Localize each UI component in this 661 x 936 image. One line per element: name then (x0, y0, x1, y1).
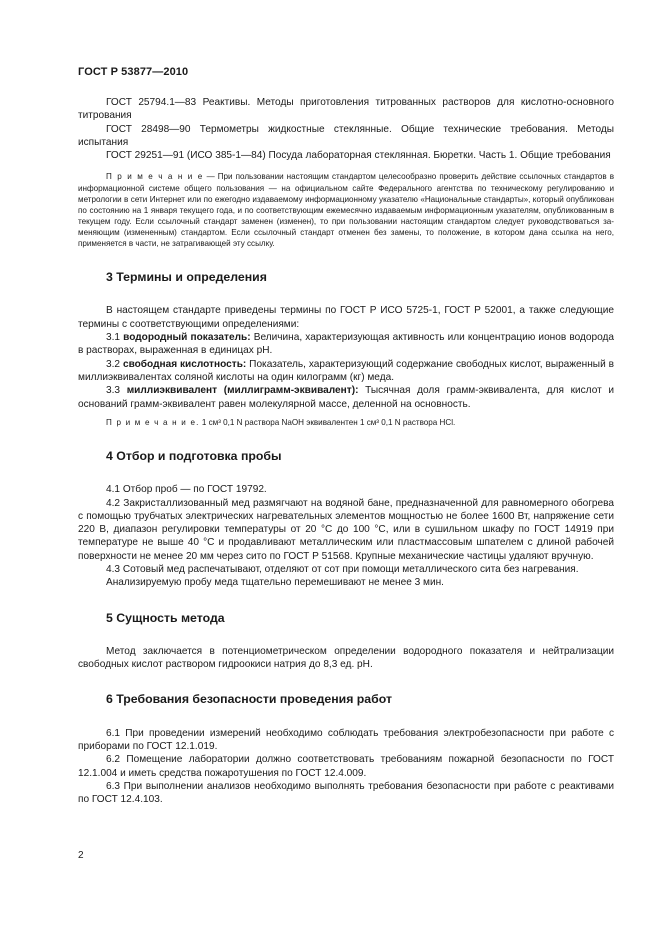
note-text: 1 см³ 0,1 N раствора NaOH эквивалентен 1 см³ 0,1 N раствора HCl. (199, 417, 456, 427)
section-3-heading: 3 Термины и определения (106, 270, 267, 285)
document-header: ГОСТ Р 53877—2010 (78, 66, 189, 78)
section-6-heading: 6 Требования безопасности проведения работ (106, 692, 392, 707)
section-4-paragraph: 4.2 Закристаллизованный мед размягчают на водяной бане, предназначенной для равномерного обогрева с помощью трубчатых электрических нагревательных элементов мощностью не более 1600 Вт, напряжение сети 220 В, диапазон регулировки температуры от 20 °С до 100 °С, или в сушильном шкафу по ГОСТ 14919 при температуре не выше 40 °С и продавливают металлическим или пластмассовым шпателем с длиной рабочей поверхности не менее 20 мм через сито по ГОСТ Р 51568. Крупные механические частицы удаляют вручную. (78, 497, 614, 562)
reference-item: ГОСТ 28498—90 Термометры жидкостные стеклянные. Общие технические требования. Методы испытания (78, 123, 614, 148)
term-definition (78, 358, 614, 385)
term-text: Тысячная доля грамм-эквивалента, для кислот и оснований грамм-эквивалент равен молекулярной массе, деленной на основность. (78, 385, 614, 410)
section-4-paragraph: 4.1 Отбор проб — по ГОСТ 19792. (106, 484, 267, 496)
section-5-heading: 5 Сущность метода (106, 610, 225, 625)
term-number: 3.1 (106, 332, 124, 344)
section-4-paragraph: 4.3 Сотовый мед распечатывают, отделяют от сот при помощи металлического сита без нагревания. (106, 563, 579, 575)
references-note (78, 171, 614, 249)
term-name: миллиэквивалент (миллиграмм-эквивалент): (126, 385, 359, 397)
note-label: П р и м е ч а н и е (106, 172, 204, 182)
term-text: Показатель, характеризующий содержание свободных кислот, выраженный в миллиэквивалентах соляной кислоты на один килограмм (кг) меда. (78, 358, 614, 383)
reference-item: ГОСТ 25794.1—83 Реактивы. Методы приготовления титрованных растворов для кислотно-основного титрования (78, 97, 614, 122)
section-5-paragraph: Метод заключается в потенциометрическом определении водородного показателя и нейтрализации свободных кислот раствором гидроокиси натрия до 8,3 ед. pH. (78, 645, 614, 671)
term-definition (78, 331, 614, 358)
section-6-paragraph: 6.2 Помещение лаборатории должно соответствовать требованиям пожарной безопасности по ГОСТ 12.1.004 и иметь средства пожаротушения по ГОСТ 12.4.009. (78, 754, 614, 779)
note-text: — При пользовании настоящим стандартом целесообразно проверить действие ссылочных стандартов в информационной системе общего пользования — на официальном сайте Федерального агентства по техническому регулированию и метрологии в сети Интернет или по ежегодно издаваемому информационному указателю «Национальные стандарты», который опубликован по состоянию на 1 января текущего года, и по соответствующим ежемесячно издаваемым информационным указателям, опубликованным в текущем году. Если ссылочный стандарт заменен (изменен), то при пользовании настоящим стандартом следует руководствоваться заменяющим (измененным) стандартом. Если ссылочный стандарт отменен без замены, то положение, в котором дана ссылка на него, применяется в части, не затрагивающей эту ссылку. (78, 172, 614, 249)
document-body (78, 96, 614, 807)
section-3-intro: В настоящем стандарте приведены термины по ГОСТ Р ИСО 5725-1, ГОСТ Р 52001, а также следующие термины с соответствующими определениями: (78, 305, 614, 330)
term-name: водородный показатель: (123, 332, 251, 344)
term-text: Величина, характеризующая активность или концентрацию ионов водорода в растворах, выраженная в единицах pH. (78, 332, 615, 357)
term-number: 3.3 (106, 385, 127, 397)
section-6-paragraph: 6.1 При проведении измерений необходимо соблюдать требования электробезопасности при работе с приборами по ГОСТ 12.1.019. (78, 727, 614, 753)
section-3-note (78, 417, 614, 428)
reference-item: ГОСТ 29251—91 (ИСО 385-1—84) Посуда лабораторная стеклянная. Бюретки. Часть 1. Общие требования (106, 150, 611, 162)
section-4-heading: 4 Отбор и подготовка пробы (106, 448, 282, 463)
term-definition (78, 384, 614, 411)
page-number: 2 (78, 850, 84, 861)
term-number: 3.2 (106, 358, 123, 370)
note-label: П р и м е ч а н и е. (106, 417, 200, 427)
term-name: свободная кислотность: (122, 358, 247, 370)
section-6-paragraph: 6.3 При выполнении анализов необходимо выполнять требования безопасности при работе с реактивами по ГОСТ 12.4.103. (78, 780, 614, 806)
section-4-paragraph: Анализируемую пробу меда тщательно перемешивают не менее 3 мин. (106, 577, 444, 589)
